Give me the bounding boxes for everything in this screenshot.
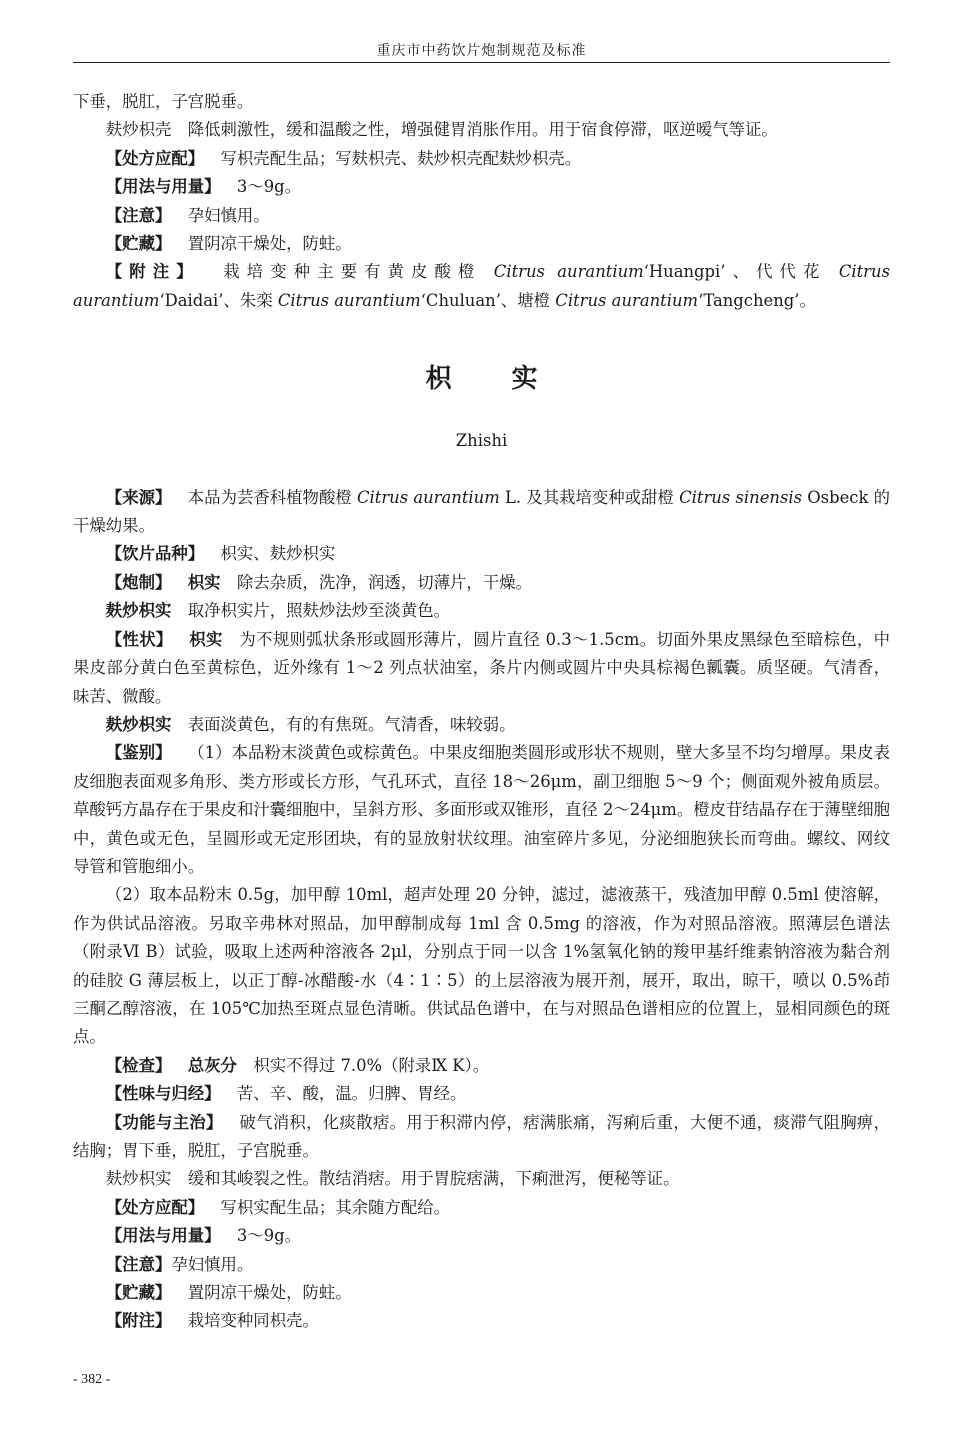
prev-fuzhu-paragraph: 【附注】 栽培变种主要有黄皮酸橙 Citrus aurantium‘Huangpi’、代代花 Citrus aurantium‘Daidai’、朱栾 Citrus aurantium‘Chuluan’、塘橙 Citrus aurantium‘Tangcheng’。: [73, 262, 890, 310]
prev-yongfa-paragraph: 【用法与用量】 3～9g。: [105, 177, 302, 197]
jianbie-paragraph-2: （2）取本品粉末 0.5g，加甲醇 10ml，超声处理 20 分钟，滤过，滤液蒸干，残渣加甲醇 0.5ml 使溶解，作为供试品溶液。另取辛弗林对照品，加甲醇制成每 1ml 含 0.5mg 的溶液，作为对照品溶液。照薄层色谱法（附录Ⅵ B）试验，吸取上述两种溶液各 2μl，分别点于同一以含 1%氢氧化钠的羧甲基纤维素钠溶液为黏合剂的硅胶 G 薄层板上，以正丁醇-冰醋酸-水（4∶1∶5）的上层溶液为展开剂，展开，取出，晾干，喷以 0.5%茚三酮乙醇溶液，在 105℃加热至斑点显色清晰。供试品色谱中，在与对照品色谱相应的位置上，显相同颜色的斑点。: [73, 885, 891, 1047]
paozhi-paragraph: 【炮制】 枳实 除去杂质，洗净，润透，切薄片，干燥。: [105, 572, 532, 592]
jianbie-label: 【鉴别】: [105, 743, 172, 763]
prev-chufang-paragraph: 【处方应配】 写枳壳配生品；写麸枳壳、麸炒枳壳配麸炒枳壳。: [105, 148, 582, 168]
prev-zhucang-label: 【贮藏】: [105, 234, 172, 254]
paozhi-label: 【炮制】: [105, 572, 172, 592]
prev-fuchao-label: 麸炒枳壳: [105, 120, 172, 140]
running-header: 重庆市中药饮片炮制规范及标准: [376, 43, 587, 59]
pinzhong-paragraph: 【饮片品种】 枳实、麸炒枳实: [105, 544, 336, 564]
header-rule: [73, 62, 890, 63]
prev-zhuyi-label: 【注意】: [105, 205, 172, 225]
prev-fuchao-paragraph: 麸炒枳壳 降低刺激性，缓和温酸之性，增强健胃消胀作用。用于宿食停滞，呕逆嗳气等证。: [105, 120, 778, 140]
yongfa-paragraph: 【用法与用量】 3～9g。: [105, 1226, 302, 1246]
jiancha-label: 【检查】: [105, 1055, 172, 1075]
entry-title: 枳实: [425, 364, 598, 395]
zhuyi-paragraph: 【注意】孕妇慎用。: [105, 1254, 254, 1274]
fuchao-label: 麸炒枳实: [105, 1169, 172, 1189]
xingzhuang-label: 【性状】: [105, 629, 173, 649]
jianbie-paragraph: 【鉴别】 （1）本品粉末淡黄色或棕黄色。中果皮细胞类圆形或形状不规则，壁大多呈不均匀增厚。果皮表皮细胞表面观多角形、类方形或长方形，气孔环式，直径 18～26μm，副卫细胞 5～9 个；侧面观外被角质层。草酸钙方晶存在于果皮和汁囊细胞中，呈斜方形、多面形或双锥形，直径 2～24μm。橙皮苷结晶存在于薄壁细胞中，黄色或无色，呈圆形或无定形团块，有的显放射状纹理。油室碎片多见，分泌细胞狭长而弯曲。螺纹、网纹导管和管胞细小。: [73, 743, 890, 876]
xingwei-label: 【性味与归经】: [105, 1084, 221, 1104]
prev-chufang-label: 【处方应配】: [105, 148, 205, 168]
xingzhuang-fuchao-paragraph: 麸炒枳实 表面淡黄色，有的有焦斑。气清香，味较弱。: [105, 714, 516, 734]
pinzhong-label: 【饮片品种】: [105, 544, 205, 564]
gongneng-paragraph: 【功能与主治】 破气消积，化痰散痞。用于积滞内停，痞满胀痛，泻痢后重，大便不通，痰滞气阻胸痹，结胸；胃下垂，脱肛，子宫脱垂。: [73, 1112, 891, 1160]
entry-pinyin: Zhishi: [455, 431, 508, 451]
zhuyi-label: 【注意】: [105, 1254, 172, 1274]
prev-zhucang-paragraph: 【贮藏】 置阴凉干燥处，防蛀。: [105, 234, 352, 254]
chufang-label: 【处方应配】: [105, 1197, 205, 1217]
zhucang-label: 【贮藏】: [105, 1283, 172, 1303]
jiancha-paragraph: 【检查】 总灰分 枳实不得过 7.0%（附录Ⅸ K）。: [105, 1055, 490, 1075]
paozhi-fuchao-paragraph: 麸炒枳实 取净枳实片，照麸炒法炒至淡黄色。: [105, 601, 450, 621]
laiyuan-paragraph: 【来源】 本品为芸香科植物酸橙 Citrus aurantium L. 及其栽培变种或甜橙 Citrus sinensis Osbeck 的干燥幼果。: [73, 487, 890, 536]
fuzhu-paragraph: 【附注】 栽培变种同枳壳。: [105, 1311, 319, 1331]
prev-zhuyi-paragraph: 【注意】 孕妇慎用。: [105, 205, 270, 225]
page-body: [73, 88, 890, 1336]
fuzhu-label: 【附注】: [105, 1311, 172, 1331]
gongneng-label: 【功能与主治】: [105, 1112, 223, 1132]
prev-yongfa-label: 【用法与用量】: [105, 177, 221, 197]
laiyuan-label: 【来源】: [105, 487, 172, 507]
prev-fuzhu-label: 【附注】: [105, 262, 200, 282]
yongfa-label: 【用法与用量】: [105, 1226, 221, 1246]
xingwei-paragraph: 【性味与归经】 苦、辛、酸，温。归脾、胃经。: [105, 1084, 467, 1104]
fuchao-paragraph: 麸炒枳实 缓和其峻裂之性。散结消痞。用于胃脘痞满，下痢泄泻，便秘等证。: [105, 1169, 680, 1189]
zhucang-paragraph: 【贮藏】 置阴凉干燥处，防蛀。: [105, 1283, 352, 1303]
xingzhuang-paragraph: 【性状】 枳实 为不规则弧状条形或圆形薄片，圆片直径 0.3～1.5cm。切面外果皮黑绿色至暗棕色，中果皮部分黄白色至黄棕色，近外缘有 1～2 列点状油室，条片内侧或圆片中央具棕褐色瓤囊。质坚硬。气清香，味苦、微酸。: [73, 629, 890, 706]
chufang-paragraph: 【处方应配】 写枳实配生品；其余随方配给。: [105, 1197, 450, 1217]
page-number: - 382 -: [73, 1372, 111, 1387]
prev-continuation: 下垂，脱肛，子宫脱垂。: [73, 92, 254, 111]
